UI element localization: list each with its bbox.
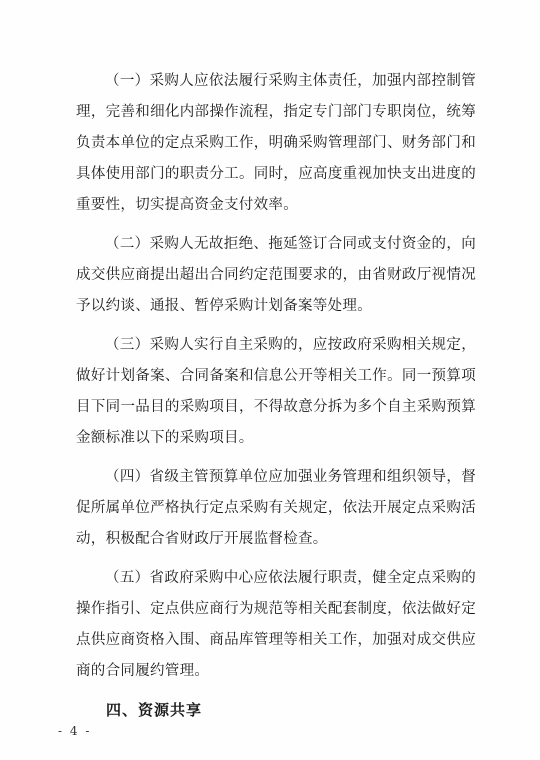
- page-number: - 4 -: [58, 724, 92, 738]
- paragraph-1: （一）采购人应依法履行采购主体责任，加强内部控制管理，完善和细化内部操作流程，指定专门部门专职岗位，统筹负责本单位的定点采购工作，明确采购管理部门、财务部门和具体使用部门的职责分工。同时，应高度重视加快支出进度的重要性，切实提高资金支付效率。: [76, 73, 476, 213]
- paragraph-3: （三）采购人实行自主采购的，应按政府采购相关规定，做好计划备案、合同备案和信息公开等相关工作。同一预算项目下同一品目的采购项目，不得故意分拆为多个自主采购预算金额标准以下的采购项目。: [76, 337, 476, 446]
- paragraph-4: （四）省级主管预算单位应加强业务管理和组织领导，督促所属单位严格执行定点采购有关规定，依法开展定点采购活动，积极配合省财政厅开展监督检查。: [76, 469, 476, 547]
- section-heading: 四、资源共享: [106, 701, 203, 719]
- paragraph-5: （五）省政府采购中心应依法履行职责，健全定点采购的操作指引、定点供应商行为规范等相关配套制度，依法做好定点供应商资格入围、商品库管理等相关工作，加强对成交供应商的合同履约管理。: [76, 570, 476, 679]
- paragraph-2: （二）采购人无故拒绝、拖延签订合同或支付资金的，向成交供应商提出超出合同约定范围要求的，由省财政厅视情况予以约谈、通报、暂停采购计划备案等处理。: [76, 236, 476, 314]
- document-body: [76, 66, 476, 726]
